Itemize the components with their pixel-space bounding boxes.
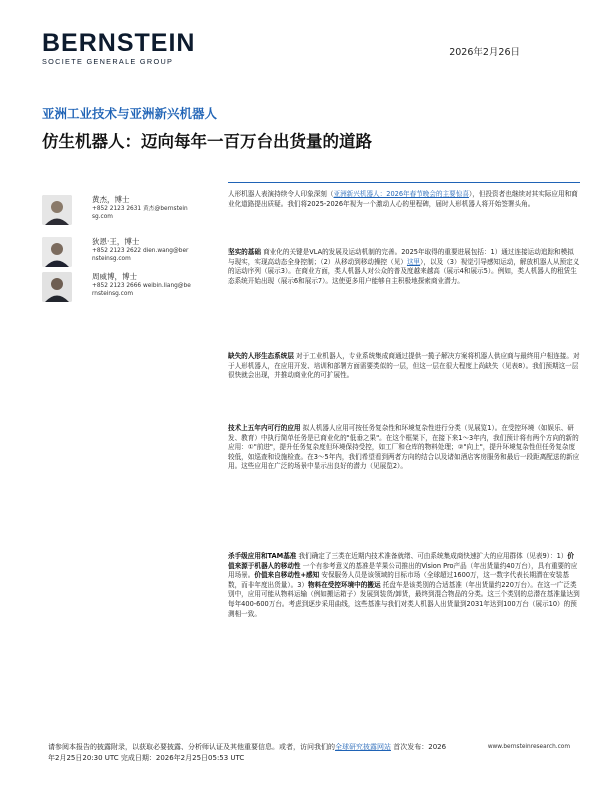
brand-name: BERNSTEIN: [42, 29, 196, 57]
avatar: [42, 195, 72, 225]
material-handling-heading: 物料在受控环境中的搬运: [308, 580, 381, 589]
author-contact[interactable]: +852 2123 2622 dien.wang@ber: [92, 248, 189, 254]
section-divider: [228, 182, 580, 183]
p5-text-a: 我们确定了三类在近期内技术准备就绪、可由系统集成商快速扩大的应用群体（见表9）：1）: [298, 552, 568, 560]
author-name: 狄恩·王，博士: [92, 237, 140, 246]
applications-paragraph: [228, 424, 580, 472]
avatar: [42, 237, 72, 267]
p5-text-c: 安保服务人员是该领域的目标市场（全球超过1600万，这一数字代表长期潜在安装基数，而非年度出货量）。3）: [228, 571, 569, 589]
author-contact[interactable]: +852 2123 2666 weibin.liang@be: [92, 283, 191, 289]
footer-url[interactable]: www.bernsteinresearch.com: [487, 744, 570, 750]
ecosystem-paragraph: [228, 352, 580, 381]
p5-text-d: 托盘车是该类别的合适基准（年出货量约220万台）。在这一广泛类别中，应用可能从物料运输（例如搬运箱子）发展到装货/卸货，最终到混合物品的分类。这三个类别的总潜在基准量达到每年400-600万台。考虑到逐步采用曲线，这些基准与我们对类人机器人出货量到2031年达到100万台（展示10）的预测相一致。: [228, 580, 580, 618]
report-date: 2026年2月26日: [449, 47, 520, 58]
disclosure-website-link[interactable]: 全球研究披露网站: [335, 743, 391, 751]
author-email-cont[interactable]: sg.com: [92, 214, 113, 220]
author-email-cont[interactable]: nsteinsg.com: [92, 256, 131, 262]
report-title: 仿生机器人：迈向每年一百万台出货量的道路: [42, 132, 372, 151]
applications-heading: 技术上五年内可行的应用: [228, 424, 301, 432]
foundation-heading: 坚实的基础: [228, 248, 261, 256]
mobility-perception-heading: 价值来自移动性+感知: [254, 571, 320, 580]
intro-paragraph: [228, 190, 580, 209]
footer-disclosure: [48, 742, 448, 764]
bernstein-logo: [42, 30, 195, 66]
foundation-paragraph: [228, 248, 580, 286]
mobility-heading: 价值来源于机器人的移动性: [228, 552, 574, 570]
footer-line1: 请参阅本报告的披露附录，以获取必要披露、分析师认证及其他重要信息。或者，访问我们的: [48, 743, 335, 751]
killer-apps-paragraph: [228, 552, 580, 619]
p5-text-b: 一个有参考意义的基准是苹果公司推出的Vision Pro产品（年出货量约40万台），具有重要的应用场景。: [228, 561, 578, 580]
p2-text-a: 商业化的关键是VLA的发展及运动机制的完善。2025年取得的重要进展包括：1）通过连接运动追踪和模拟与现实，实现高动态全身控制；（2）从移动到移动操控（见）: [228, 248, 574, 266]
brand-subtitle: SOCIETE GENERALE GROUP: [42, 57, 174, 66]
here-link[interactable]: 这里: [406, 257, 421, 266]
author-name: 黄杰，博士: [92, 195, 130, 204]
report-series: 亚洲工业技术与亚洲新兴机器人: [42, 106, 218, 121]
p1-text-b: ），但投资者也继续对其实际应用和商业化道路提出质疑。我们将2025-2026年视为一个激动人心的里程碑，届时人形机器人将开始签署头角。: [228, 190, 578, 208]
author-email-cont[interactable]: rnsteinsg.com: [92, 291, 134, 297]
ecosystem-heading: 缺失的人形生态系统层: [228, 352, 294, 360]
avatar: [42, 272, 72, 302]
p3-text: 对于工业机器人，专业系统集成商通过提供一揽子解决方案将机器人供应商与最终用户相连接。对于人形机器人，在应用开发、培训和部署方面需要类似的一层，但这一层在很大程度上尚缺失（见表8）。我们预期这一层很快就会出现，并推动商业化的可扩展性。: [228, 352, 580, 380]
p2-text-b: ），以及（3）视觉引导感知运动，解放机器人从预定义的运动序列（展示3）。在商业方面，类人机器人对公众的普及度越来越高（展示4和展示5）。例如，类人机器人的租赁生态系统开始出现（展示6和展示7）。这使更多用户能够自主积极地探索商业潜力。: [228, 257, 580, 285]
p4-text: 拟人机器人应用可按任务复杂性和环境复杂性进行分类（见展览1）。在受控环境（如娱乐、研发、教育）中执行简单任务是已商业化的"低垂之果"。在这个框架下，在接下来1～3年内，我们预计将有两个方向的新的应用：①"前进"，提升任务复杂度但环境保持受控，如工厂和仓库的物料处理；②"向上"，提升环境复杂性但任务复杂度较低，如巡查和设施检查。在3～5年内，我们希望看到两者方向的结合以及诸如酒店客房服务和最后一段距离配送的新应用。这些应用在广泛的场景中显示出良好的潜力（见展览2）。: [228, 424, 580, 471]
spring-festival-link[interactable]: 亚洲新兴机器人：2026年春节晚会的主要惊喜: [333, 190, 469, 198]
author-name: 周威博，博士: [92, 272, 137, 281]
author-contact[interactable]: +852 2123 2631 黄杰@bernstein: [92, 206, 188, 212]
p1-text-a: 人形机器人表演持续令人印象深刻（: [228, 190, 334, 198]
killer-apps-heading: 杀手级应用和TAM基准: [228, 552, 297, 560]
footer-line2: 首次发布：2026年2月25日20:30 UTC 完成日期：2026年2月25日05:53 UTC: [48, 743, 447, 762]
